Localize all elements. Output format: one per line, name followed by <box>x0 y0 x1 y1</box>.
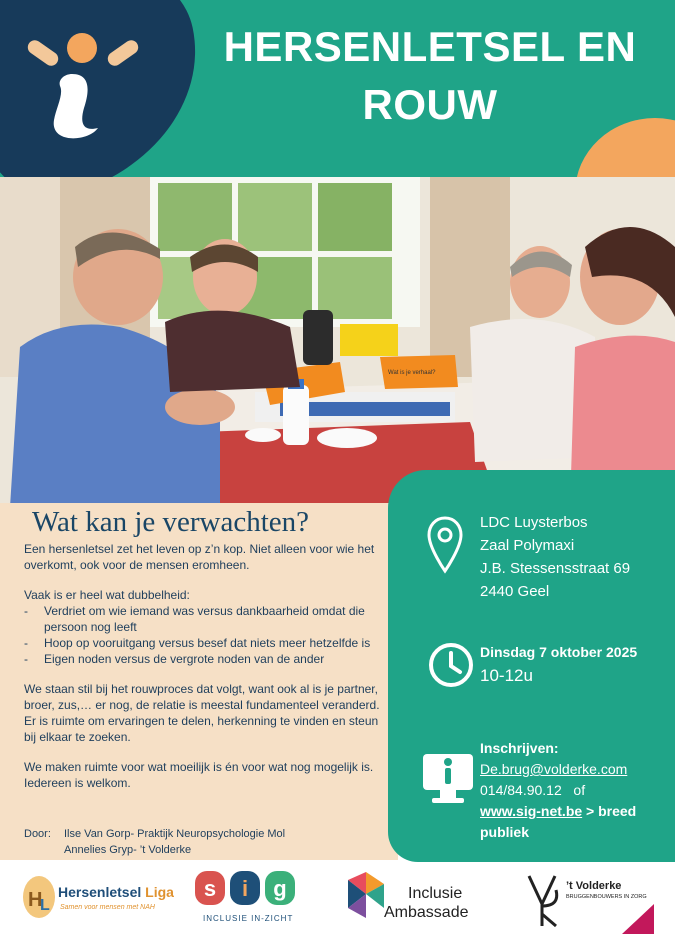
sig-tagline: INCLUSIE IN-ZICHT <box>203 914 294 923</box>
intro-body <box>24 541 392 791</box>
ambassade-line-2: Ambassade <box>384 904 469 921</box>
location-block <box>480 511 630 603</box>
sig-logo <box>193 868 303 930</box>
presenter-2: Annelies Gryp- ’t Volderke <box>64 844 192 856</box>
intro-heading: Wat kan je verwachten? <box>32 506 310 538</box>
intro-paragraph-4: Er is ruimte om ervaringen te delen, herkenning te vinden en steun bij elkaar te zoeken. <box>24 714 379 744</box>
email-link[interactable]: De.brug@volderke.com <box>480 761 628 777</box>
liga-name-part-2: Liga <box>145 884 174 900</box>
group-photo <box>0 177 675 507</box>
brain-icon <box>22 874 56 920</box>
sig-letter-s: s <box>203 876 217 901</box>
header-banner <box>0 0 675 185</box>
event-date: Dinsdag 7 oktober 2025 <box>480 644 638 660</box>
event-time: 10-12u <box>480 666 533 685</box>
hersenletsel-liga-logo <box>22 872 172 922</box>
duality-list <box>24 603 392 667</box>
location-line: LDC Luysterbos <box>480 514 588 531</box>
volderke-corner-icon <box>622 904 654 934</box>
location-pin-icon <box>426 515 464 575</box>
intro-paragraph-2: Vaak is er heel wat dubbelheid: <box>24 588 190 602</box>
sig-letters-icon <box>193 868 301 910</box>
location-line: J.B. Stessensstraat 69 <box>480 560 631 577</box>
liga-tagline: Samen voor mensen met NAH <box>60 904 155 911</box>
group-photo-illustration <box>0 177 675 507</box>
list-item: - Verdriet om wie iemand was versus dankbaarheid omdat die persoon nog leeft <box>24 603 392 635</box>
info-i-logo-icon <box>20 28 150 148</box>
register-label: Inschrijven: <box>480 740 559 756</box>
list-item: - Eigen noden versus de vergrote noden van de ander <box>24 651 392 667</box>
volderke-logo <box>526 872 666 934</box>
card-text: Wat is je verhaal? <box>388 370 436 376</box>
page-title <box>205 18 655 134</box>
sig-letter-i: i <box>241 876 249 901</box>
registration-block <box>480 738 670 843</box>
clock-icon <box>428 642 474 688</box>
title-line-1: HERSENLETSEL EN <box>223 23 637 70</box>
ambassade-triangles-icon <box>344 870 388 920</box>
intro-paragraph-5: We maken ruimte voor wat moeilijk is én voor wat nog mogelijk is. Iedereen is welkom. <box>24 760 374 790</box>
title-line-2: ROUW <box>362 81 498 128</box>
sig-letter-g: g <box>273 876 287 901</box>
or-text: of <box>573 782 586 798</box>
presenters <box>24 826 285 858</box>
intro-paragraph-1: Een hersenletsel zet het leven op z’n kop. Niet alleen voor wie het overkomt, ook voor de mensen eromheen. <box>24 542 375 572</box>
svg-text:H: H <box>28 889 43 911</box>
inclusie-ambassade-logo <box>344 870 484 930</box>
svg-text:L: L <box>40 897 50 914</box>
phone-number: 014/84.90.12 <box>480 782 562 798</box>
location-line: 2440 Geel <box>480 583 550 600</box>
list-item: - Hoop op vooruitgang versus besef dat niets meer hetzelfde is <box>24 635 392 651</box>
website-suffix: > breed publiek <box>480 803 637 840</box>
date-block <box>480 641 637 687</box>
partner-logos <box>0 862 675 937</box>
location-line: Zaal Polymaxi <box>480 537 575 554</box>
volderke-name: ’t Volderke <box>566 880 622 892</box>
website-link[interactable]: www.sig-net.be <box>480 803 583 819</box>
volderke-mark-icon <box>526 872 566 928</box>
presenters-label: Door: <box>24 828 51 840</box>
presenter-1: Ilse Van Gorp- Praktijk Neuropsychologie Mol <box>64 828 286 840</box>
ambassade-line-1: Inclusie <box>408 885 463 902</box>
volderke-tagline: BRUGGENBOUWERS IN ZORG <box>566 894 647 900</box>
intro-paragraph-3: We staan stil bij het rouwproces dat volgt, want ook al is je partner, broer, zus,… er nog, de relatie is meestal fundamenteel veranderd. <box>24 682 380 712</box>
liga-name-part-1: Hersenletsel <box>58 884 146 900</box>
computer-info-icon <box>420 750 476 806</box>
